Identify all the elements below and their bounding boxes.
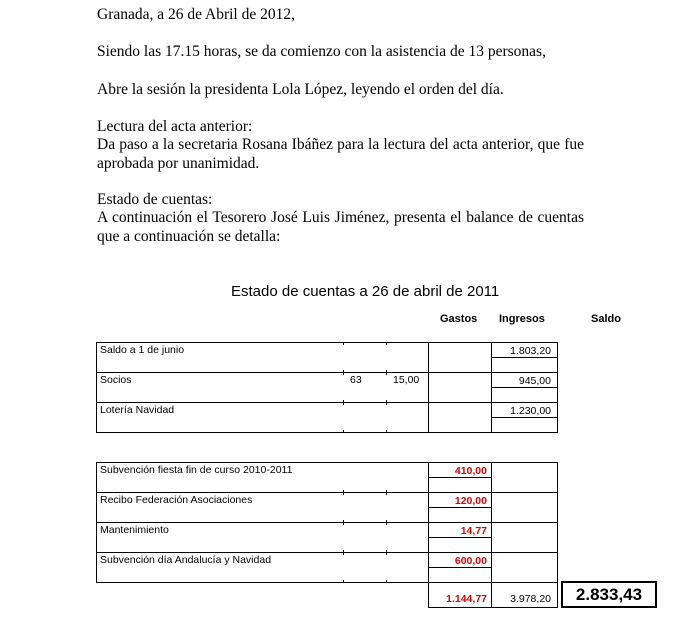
expense-value-andalucia: 600,00 — [454, 555, 487, 567]
income-value-saldo-inicial: 1.803,20 — [510, 345, 551, 357]
section-heading-cuentas: Estado de cuentas: — [97, 191, 213, 208]
income-value-loteria: 1.230,00 — [510, 405, 551, 417]
income-qty-socios: 63 — [350, 374, 362, 386]
total-saldo: 2.833,43 — [561, 581, 657, 608]
table-title: Estado de cuentas a 26 de abril de 2011 — [231, 283, 500, 300]
section-heading-acta: Lectura del acta anterior: — [97, 118, 253, 135]
total-ingresos: 3.978,20 — [510, 593, 551, 605]
income-value-socios: 945,00 — [518, 375, 551, 387]
header-gastos: Gastos — [440, 313, 478, 325]
expense-value-fiesta: 410,00 — [454, 465, 487, 477]
date-line: Granada, a 26 de Abril de 2012, — [97, 6, 295, 23]
expense-concept-andalucia: Subvención día Andalucía y Navidad — [100, 554, 272, 566]
total-gastos: 1.144,77 — [446, 593, 487, 605]
income-concept-saldo-inicial: Saldo a 1 de junio — [100, 344, 185, 356]
header-saldo: Saldo — [591, 313, 621, 325]
expense-concept-fiesta: Subvención fiesta fin de curso 2010-2011 — [100, 464, 293, 476]
income-unit-socios: 15,00 — [393, 374, 420, 386]
session-line: Abre la sesión la presidenta Lola López, leyendo el orden del día. — [97, 81, 504, 98]
acta-paragraph: Da paso a la secretaria Rosana Ibáñez para la lectura del acta anterior, que fue aprobada por unanimidad. — [97, 136, 584, 172]
cuentas-paragraph: A continuación el Tesorero José Luis Jiménez, presenta el balance de cuentas que a continuación se detalla: — [97, 209, 584, 245]
expense-concept-mantenimiento: Mantenimiento — [100, 524, 169, 536]
expense-concept-federacion: Recibo Federación Asociaciones — [100, 494, 253, 506]
income-concept-socios: Socios — [100, 374, 132, 386]
expense-value-federacion: 120,00 — [454, 495, 487, 507]
opening-line: Siendo las 17.15 horas, se da comienzo con la asistencia de 13 personas, — [97, 43, 546, 60]
expense-value-mantenimiento: 14,77 — [460, 525, 487, 537]
header-ingresos: Ingresos — [499, 313, 545, 325]
income-concept-loteria: Lotería Navidad — [100, 404, 175, 416]
